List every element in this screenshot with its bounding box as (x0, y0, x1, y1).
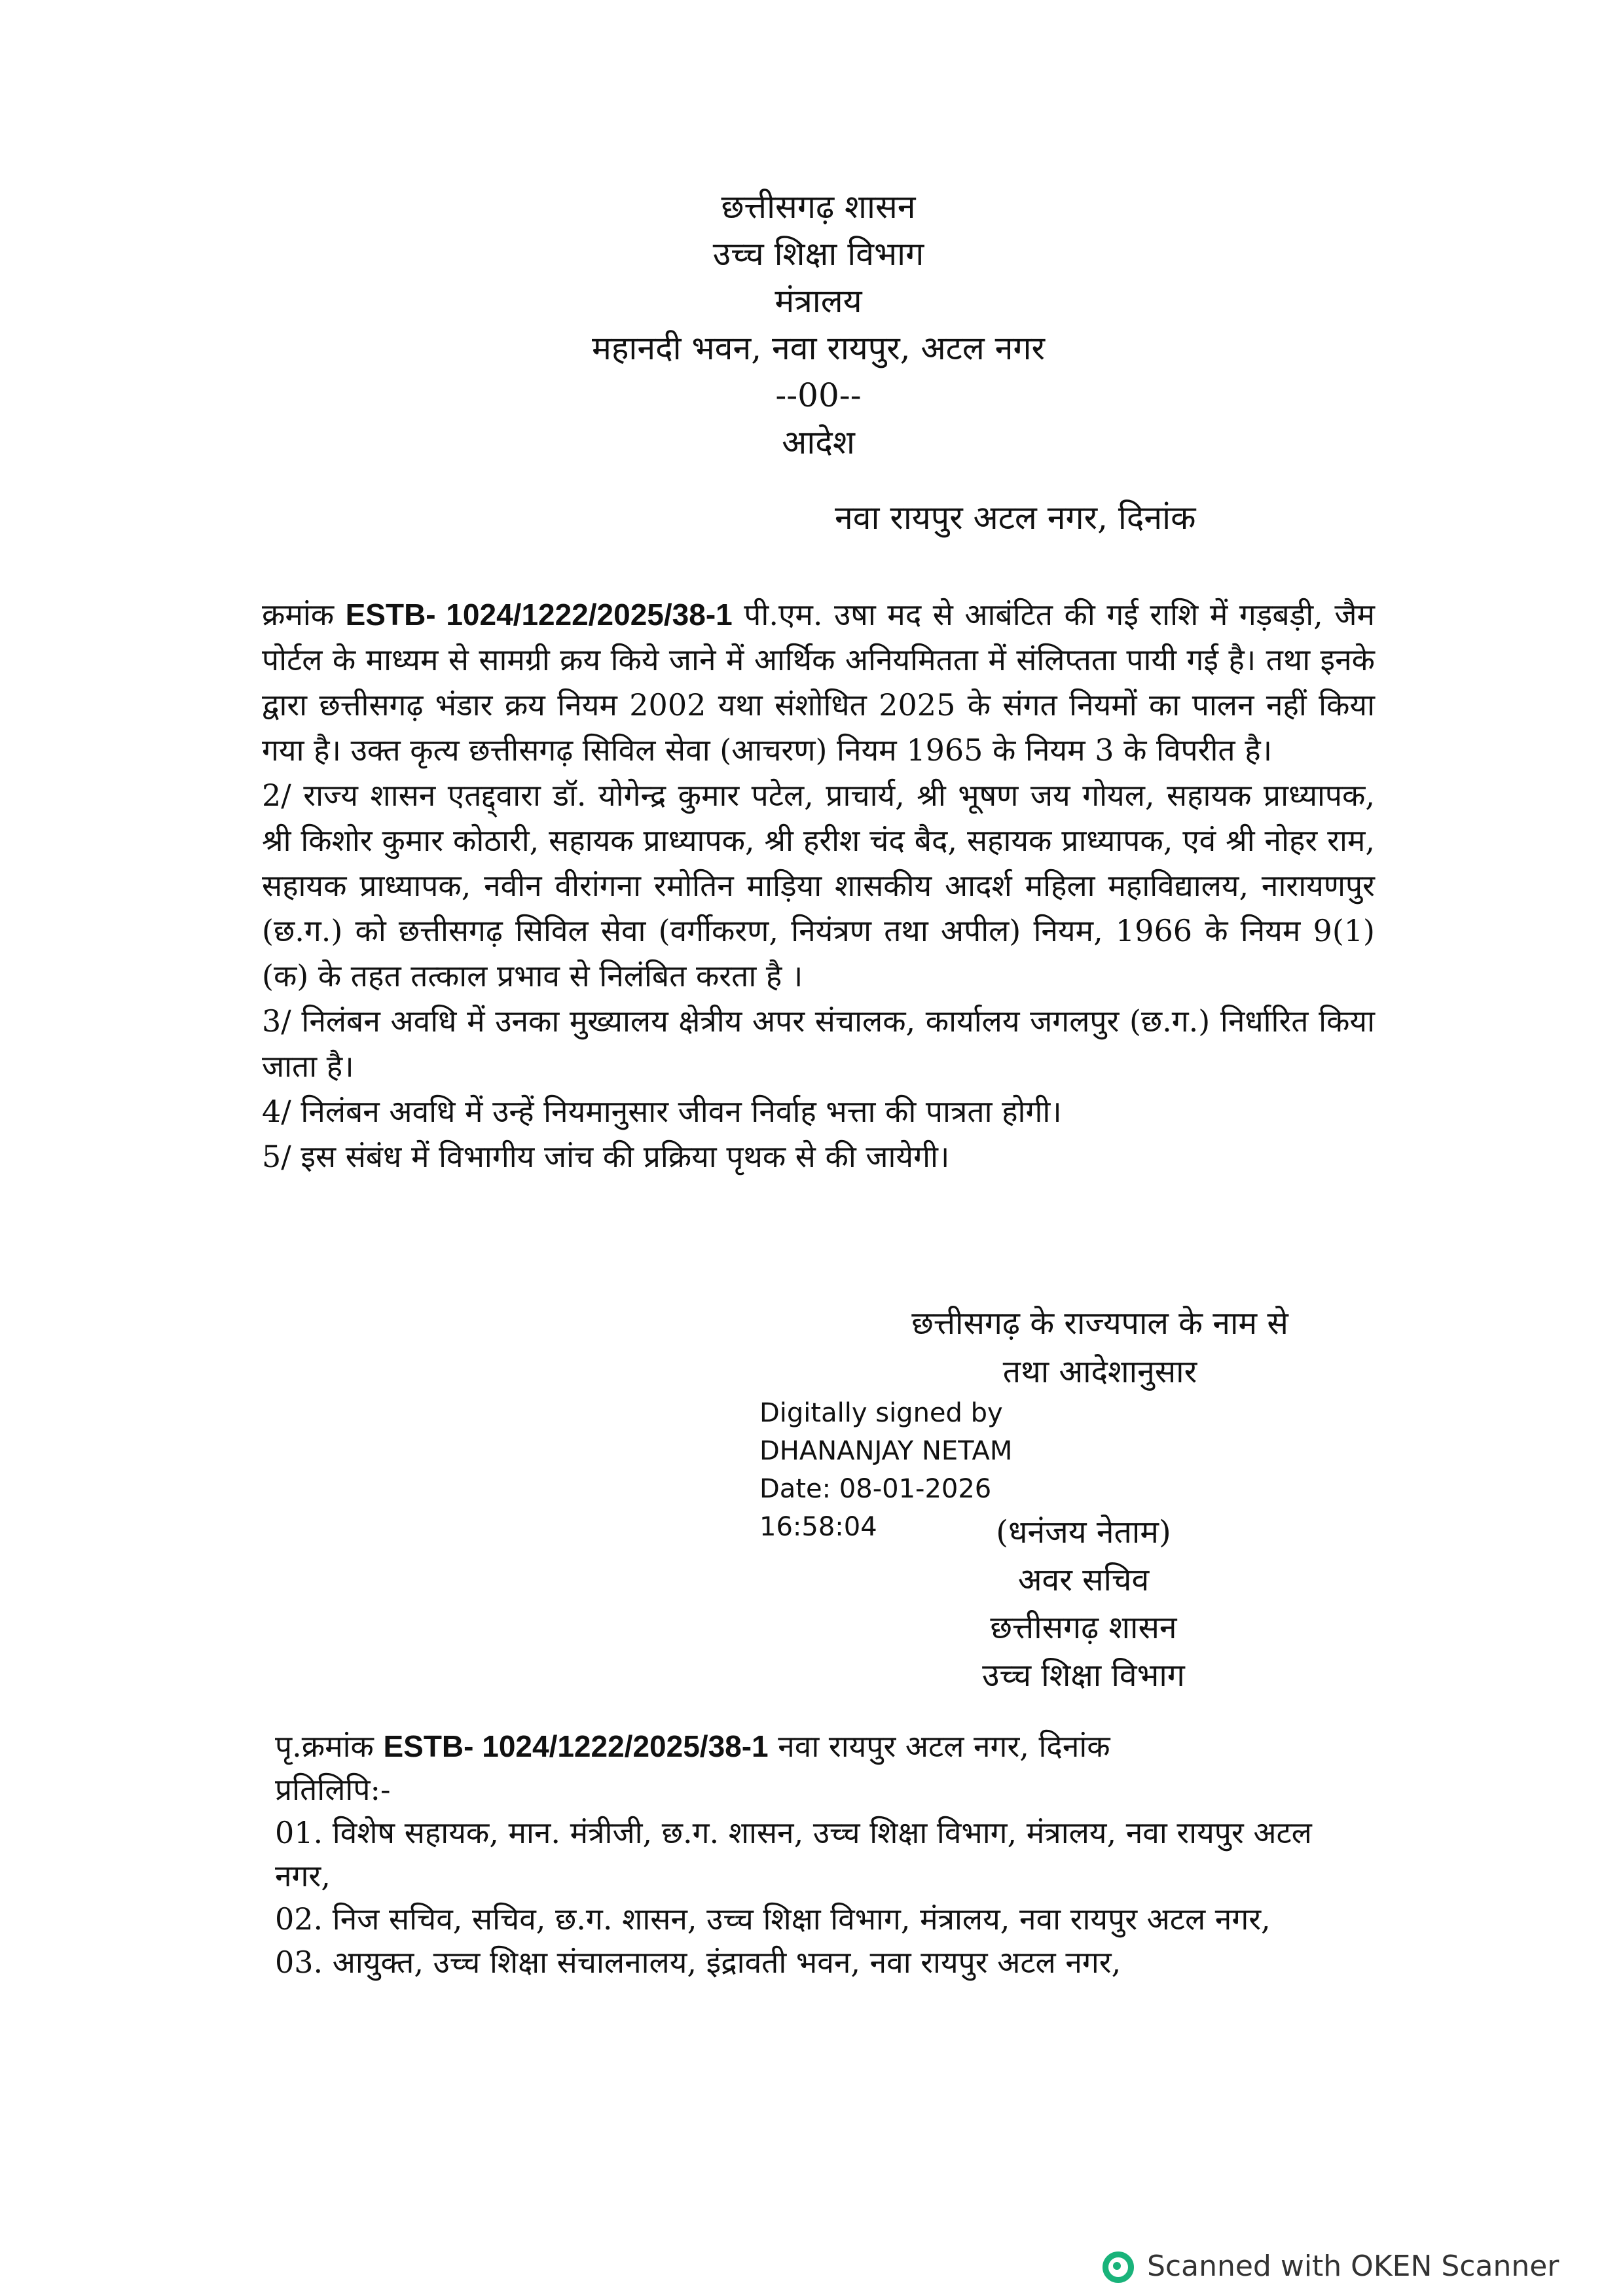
order-paragraph-4: 4/ निलंबन अवधि में उन्हें नियमानुसार जीवन निर्वाह भत्ता की पात्रता होगी। (262, 1094, 1062, 1129)
header-order-title: आदेश (782, 423, 855, 461)
order-paragraph-2: 2/ राज्य शासन एतद्द्वारा डॉ. योगेन्द्र कुमार पटेल, प्राचार्य, श्री भूषण जय गोयल, सहायक प्राध्यापक, श्री किशोर कुमार कोठारी, सहायक प्राध्यापक, श्री हरीश चंद बैद, सहायक प्राध्यापक, एवं श्री नोहर राम, सहायक प्राध्यापक, नवीन वीरांगना रमोतिन माड़िया शासकीय आदर्श महिला महाविद्यालय, नारायणपुर (छ.ग.) को छत्तीसगढ़ सिविल सेवा (वर्गीकरण, नियंत्रण तथा अपील) नियम, 1966 के नियम 9(1)(क) के तहत तत्काल प्रभाव से निलंबित करता है । (262, 778, 1375, 994)
order-number-prefix: क्रमांक (262, 597, 346, 632)
officer-department: उच्च शिक्षा विभाग (982, 1657, 1185, 1694)
watermark-text: Scanned with OKEN Scanner (1147, 2249, 1559, 2283)
copy-section (275, 1725, 1375, 1984)
copy-item-3: 03. आयुक्त, उच्च शिक्षा संचालनालय, इंद्रावती भवन, नवा रायपुर अटल नगर, (275, 1945, 1122, 1980)
copy-heading: प्रतिलिपि:- (275, 1772, 391, 1807)
order-paragraph-3: 3/ निलंबन अवधि में उनका मुख्यालय क्षेत्रीय अपर संचालक, कार्यालय जगलपुर (छ.ग.) निर्धारित किया जाता है। (262, 1003, 1375, 1084)
copy-reference (275, 1725, 1375, 1768)
copy-item-2: 02. निज सचिव, सचिव, छ.ग. शासन, उच्च शिक्षा विभाग, मंत्रालय, नवा रायपुर अटल नगर, (275, 1901, 1271, 1937)
copy-item-1: 01. विशेष सहायक, मान. मंत्रीजी, छ.ग. शासन, उच्च शिक्षा विभाग, मंत्रालय, नवा रायपुर अटल नगर, (275, 1815, 1312, 1893)
signing-officer (930, 1509, 1237, 1700)
order-paragraph-1-text: पी.एम. उषा मद से आबंटित की गई राशि में गड़बड़ी, जैम पोर्टल के माध्यम से सामग्री क्रय किये जाने में आर्थिक अनियमितता में संलिप्तता पायी गई है। तथा इनके द्वारा छत्तीसगढ़ भंडार क्रय नियम 2002 यथा संशोधित 2025 के संगत नियमों का पालन नहीं किया गया है। उक्त कृत्य छत्तीसगढ़ सिविल सेवा (आचरण) नियम 1965 के नियम 3 के विपरीत है। (262, 597, 1375, 768)
digital-signature-date: Date: 08-01-2026 (759, 1474, 992, 1504)
scanner-watermark (1100, 2246, 1611, 2286)
digital-signature-time: 16:58:04 (759, 1512, 877, 1542)
header-department: उच्च शिक्षा विभाग (712, 235, 924, 273)
digital-signature-name: DHANANJAY NETAM (759, 1436, 1013, 1466)
digital-signature-label: Digitally signed by (759, 1398, 1003, 1428)
oken-scanner-logo-icon (1100, 2249, 1134, 2283)
order-body (262, 592, 1375, 1179)
header-ministry: मंत्रालय (775, 282, 862, 320)
header-address: महानदी भवन, नवा रायपुर, अटल नगर (591, 329, 1045, 367)
copy-number: ESTB- 1024/1222/2025/38-1 (383, 1729, 769, 1763)
signature-intro-line-1: छत्तीसगढ़ के राज्यपाल के नाम से (911, 1305, 1288, 1342)
order-paragraph-1 (262, 592, 1375, 773)
header-separator: --00-- (775, 376, 862, 414)
signature-intro-line-2: तथा आदेशानुसार (1002, 1354, 1197, 1390)
copy-place-date: नवा रायपुर अटल नगर, दिनांक (768, 1729, 1110, 1764)
place-date: नवा रायपुर अटल नगर, दिनांक (835, 499, 1196, 537)
officer-designation: अवर सचिव (1017, 1562, 1150, 1598)
copy-number-prefix: पृ.क्रमांक (275, 1729, 384, 1764)
signature-authority (851, 1299, 1349, 1396)
header-government: छत्तीसगढ़ शासन (721, 188, 916, 226)
document-header (471, 183, 1165, 466)
order-number: ESTB- 1024/1222/2025/38-1 (345, 598, 733, 632)
officer-government: छत्तीसगढ़ शासन (990, 1609, 1177, 1646)
officer-name: (धनंजय नेताम) (996, 1514, 1171, 1551)
order-paragraph-5: 5/ इस संबंध में विभागीय जांच की प्रक्रिया पृथक से की जायेगी। (262, 1139, 950, 1174)
